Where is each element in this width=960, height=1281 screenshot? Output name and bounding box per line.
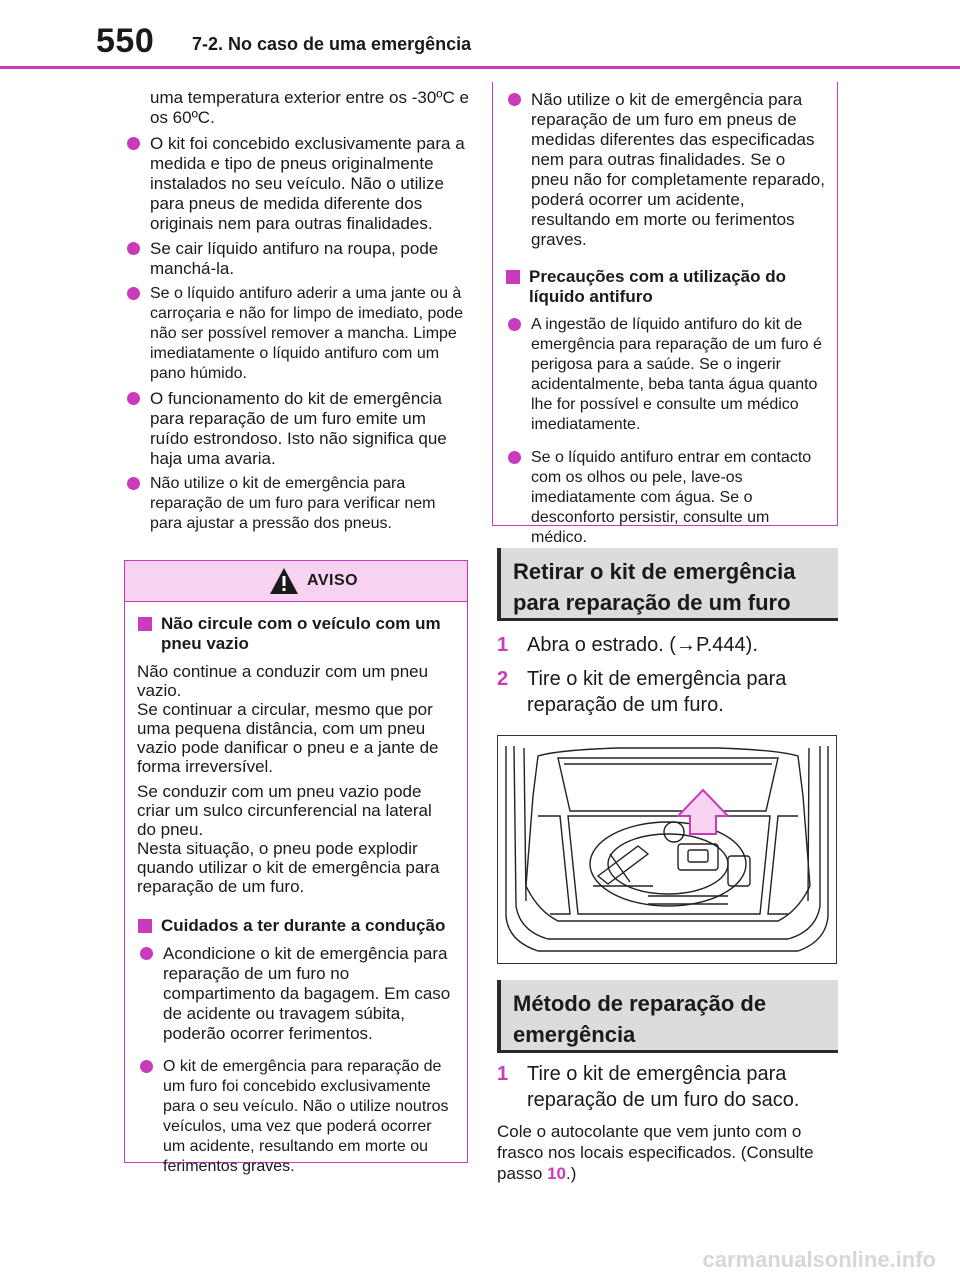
bullet-dot-icon bbox=[127, 242, 140, 255]
list-item: Acondicione o kit de emergência para reparação de um furo no compartimento da bagagem. Em caso de acidente ou travagem súbita, poderão ocorrer ferimentos. bbox=[137, 944, 455, 1044]
section-heading-repair-method bbox=[497, 980, 838, 1053]
bullet-dot-icon bbox=[508, 93, 521, 106]
bullet-dot-icon bbox=[140, 947, 153, 960]
list-item: Se cair líquido antifuro na roupa, pode manchá-la. bbox=[124, 239, 469, 279]
warning-body bbox=[125, 602, 467, 1190]
step-number: 1 bbox=[497, 1063, 509, 1085]
warning-header bbox=[125, 561, 467, 602]
left-bullets bbox=[124, 88, 469, 539]
list-item: Não utilize o kit de emergência para reparação de um furo para verificar nem para ajustar a pressão dos pneus. bbox=[124, 474, 469, 534]
list-item: O kit foi concebido exclusivamente para a medida e tipo de pneus originalmente instalados no seu veículo. Não o utilize para pneus de medida diferente dos originais nem para outras finalidades. bbox=[124, 134, 469, 234]
warning-body bbox=[493, 82, 837, 561]
warning-label: AVISO bbox=[307, 572, 359, 589]
step-note: Cole o autocolante que vem junto com o frasco nos locais especificados. (Consulte passo 10.) bbox=[497, 1122, 814, 1183]
warning-box bbox=[124, 560, 468, 1175]
square-bullet-icon bbox=[138, 617, 152, 631]
square-bullet-icon bbox=[138, 919, 152, 933]
bullet-dot-icon bbox=[140, 1060, 153, 1073]
square-bullet-icon bbox=[506, 270, 520, 284]
list-item: O funcionamento do kit de emergência para reparação de um furo emite um ruído estrondoso. Isto não significa que haja uma avaria. bbox=[124, 389, 469, 469]
list-item: Não utilize o kit de emergência para reparação de um furo em pneus de medidas diferentes das especificadas nem para outras finalidades. Se o pneu não for completamente reparado, poderá ocorrer um acidente, resultando em morte ou ferimentos graves. bbox=[505, 90, 825, 250]
subsection-heading: Não circule com o veículo com um pneu vazio bbox=[137, 614, 455, 654]
step-text: Tire o kit de emergência para reparação de um furo do saco. bbox=[527, 1063, 800, 1111]
paragraph: Se conduzir com um pneu vazio pode criar um sulco circunferencial na lateral do pneu. Nesta situação, o pneu pode explodir quando utilizar o kit de emergência para reparação de um furo. bbox=[137, 782, 440, 896]
warning-box-continued bbox=[492, 82, 838, 546]
bullet-dot-icon bbox=[127, 392, 140, 405]
step-item bbox=[497, 1061, 837, 1113]
intro-continuation: uma temperatura exterior entre os -30ºC e os 60ºC. bbox=[150, 88, 469, 127]
trunk-illustration bbox=[497, 735, 837, 964]
list-item: A ingestão de líquido antifuro do kit de emergência para reparação de um furo é perigosa para a saúde. Se o ingerir acidentalmente, beba tanta água quanto lhe for possível e consulte um médico imediatamente. bbox=[505, 315, 825, 435]
header-rule bbox=[0, 66, 960, 69]
page-header bbox=[0, 0, 960, 70]
warning-triangle-icon bbox=[269, 567, 299, 595]
trunk-kit-drawing bbox=[498, 736, 835, 962]
paragraph: Não continue a conduzir com um pneu vazio. Se continuar a circular, mesmo que por uma pequena distância, com um pneu vazio pode danificar o pneu e a jante de forma irreversível. bbox=[137, 662, 439, 776]
step-text: Tire o kit de emergência para reparação de um furo. bbox=[527, 668, 787, 716]
list-item: O kit de emergência para reparação de um furo foi concebido exclusivamente para o seu veículo. Não o utilize noutros veículos, uma vez que poderá ocorrer um acidente, resultando em morte ou ferimentos graves. bbox=[137, 1057, 455, 1177]
bullet-dot-icon bbox=[508, 451, 521, 464]
step-reference: 10 bbox=[547, 1164, 567, 1183]
bullet-dot-icon bbox=[127, 477, 140, 490]
list-item: Se o líquido antifuro entrar em contacto com os olhos ou pele, lave-os imediatamente com água. Se o desconforto persistir, consulte um médico. bbox=[505, 448, 825, 548]
page-number: 550 bbox=[96, 22, 155, 60]
bullet-dot-icon bbox=[508, 318, 521, 331]
step-text: Abra o estrado. (→P.444). bbox=[527, 634, 758, 656]
step-item bbox=[497, 666, 837, 718]
bullet-dot-icon bbox=[127, 287, 140, 300]
watermark: carmanualsonline.info bbox=[702, 1247, 936, 1272]
up-arrow-icon bbox=[678, 790, 728, 834]
step-number: 2 bbox=[497, 668, 509, 690]
section-title: Método de reparação de emergência bbox=[513, 991, 767, 1047]
bullet-dot-icon bbox=[127, 137, 140, 150]
chapter-title: 7-2. No caso de uma emergência bbox=[192, 34, 472, 54]
section-title: Retirar o kit de emergência para reparação de um furo bbox=[513, 559, 796, 615]
subsection-heading: Precauções com a utilização do líquido antifuro bbox=[505, 267, 825, 307]
section-heading-remove-kit bbox=[497, 548, 838, 621]
step-item bbox=[497, 632, 837, 658]
step-number: 1 bbox=[497, 634, 509, 656]
list-item: Se o líquido antifuro aderir a uma jante ou à carroçaria e não for limpo de imediato, pode não ser possível remover a mancha. Limpe imediatamente o líquido antifuro com um pano húmido. bbox=[124, 284, 469, 384]
subsection-heading: Cuidados a ter durante a condução bbox=[137, 916, 455, 936]
